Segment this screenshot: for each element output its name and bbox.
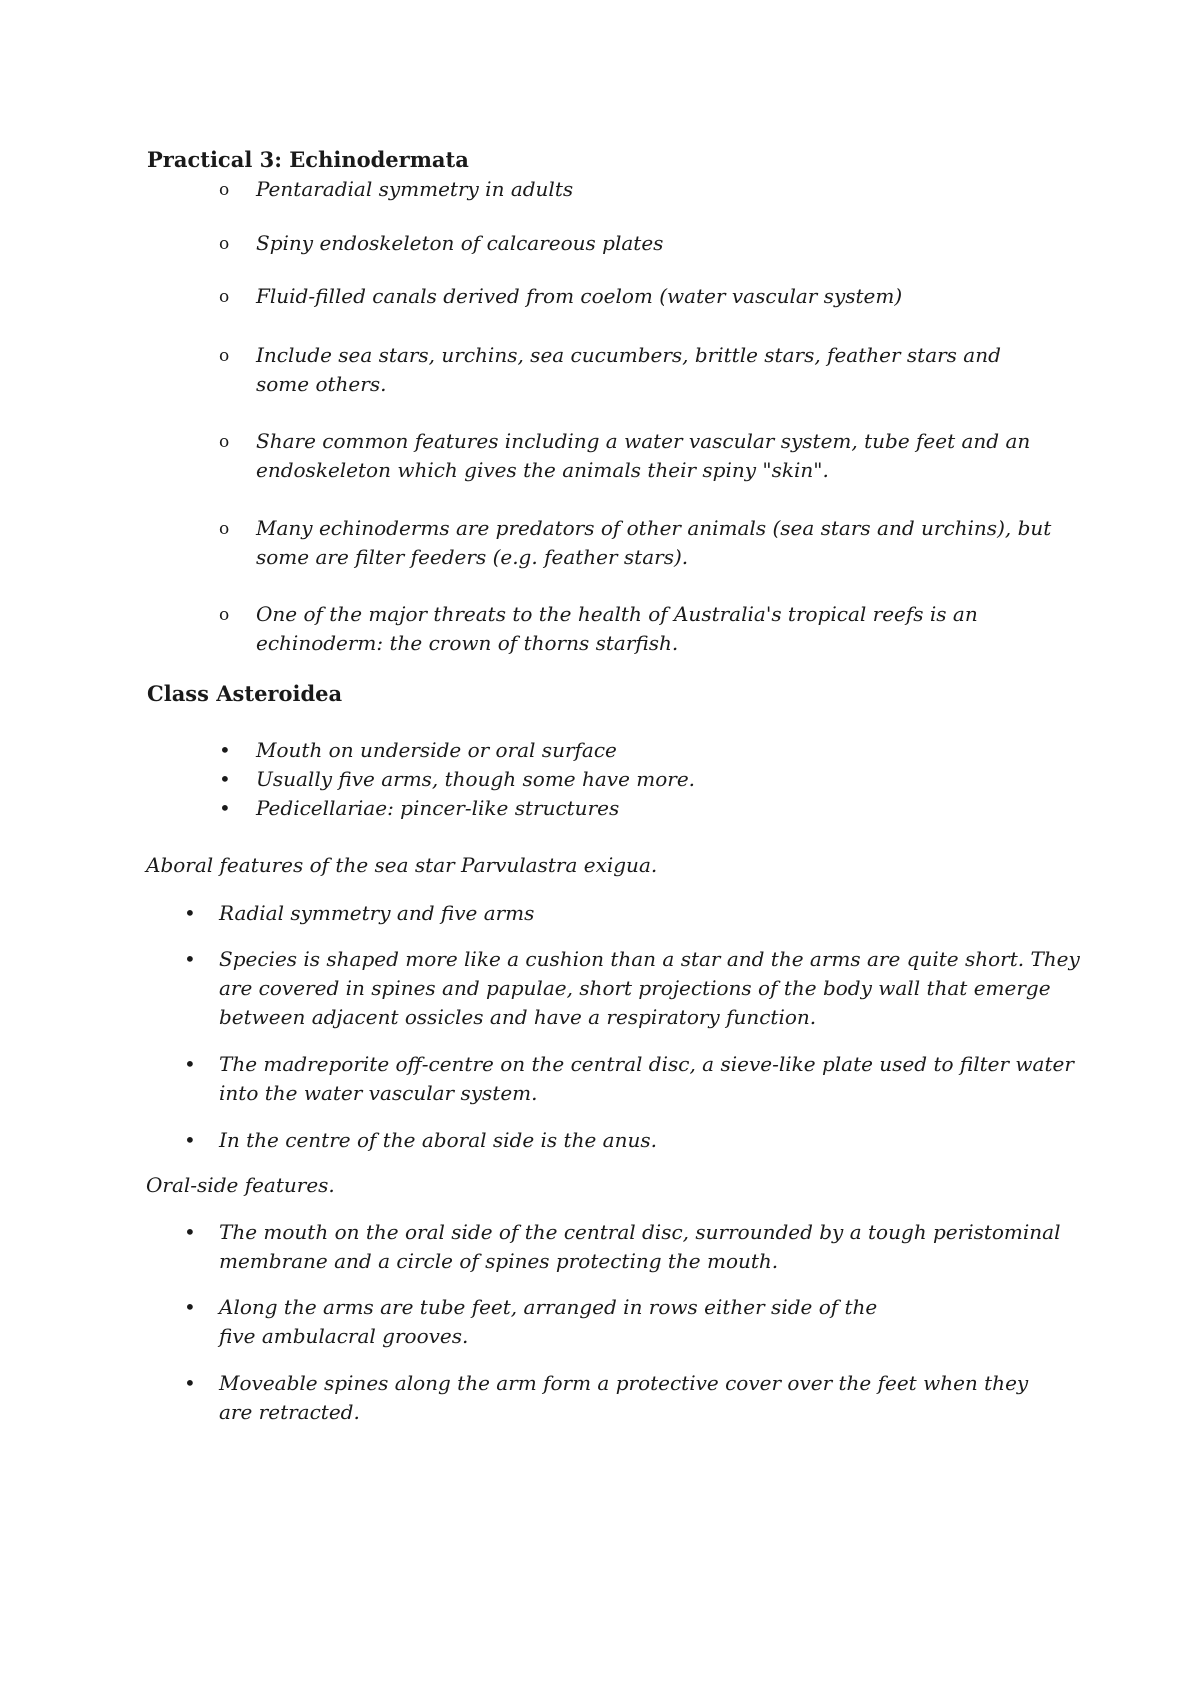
list-item xyxy=(219,945,1089,1032)
list-item-text: The madreporite off-centre on the central disc, a sieve-like plate used to filter water into the water vascular system. xyxy=(219,1052,1074,1105)
list-item-text: Moveable spines along the arm form a protective cover over the feet when they are retracted. xyxy=(219,1371,1029,1424)
list-item-text: Along the arms are tube feet, arranged in rows either side of the five ambulacral grooves. xyxy=(219,1295,878,1348)
list-marker: o xyxy=(219,346,230,366)
list-item-text: Usually five arms, though some have more. xyxy=(256,767,696,791)
subsection-heading: Aboral features of the sea star Parvulastra exigua. xyxy=(146,853,658,877)
list-item-text: The mouth on the oral side of the central disc, surrounded by a tough peristominal membrane and a circle of spines protecting the mouth. xyxy=(219,1220,1061,1273)
list-item-text: Many echinoderms are predators of other animals (sea stars and urchins), but some are filter feeders (e.g. feather stars). xyxy=(256,516,1052,569)
list-item xyxy=(256,736,1056,765)
list-item-text: Share common features including a water vascular system, tube feet and an endoskeleton which gives the animals their spiny "skin". xyxy=(256,429,1031,482)
list-item xyxy=(219,1218,1079,1276)
list-item-text: Fluid-filled canals derived from coelom (water vascular system) xyxy=(256,284,903,308)
list-marker: • xyxy=(184,1128,196,1152)
list-item xyxy=(256,341,1056,399)
list-marker: o xyxy=(219,432,230,452)
list-item xyxy=(219,1369,1059,1427)
list-marker: o xyxy=(219,180,230,200)
list-item xyxy=(256,427,1056,485)
list-marker: o xyxy=(219,234,230,254)
list-marker: • xyxy=(184,1220,196,1244)
list-item xyxy=(256,794,1056,823)
list-item-text: Pedicellariae: pincer-like structures xyxy=(256,796,620,820)
page-title: Practical 3: Echinodermata xyxy=(147,147,469,172)
list-item xyxy=(219,1126,1079,1155)
list-item xyxy=(256,229,1076,258)
list-item xyxy=(256,765,1056,794)
list-marker: • xyxy=(184,1371,196,1395)
list-item xyxy=(256,175,1076,204)
list-marker: • xyxy=(184,1295,196,1319)
section-heading: Class Asteroidea xyxy=(147,681,343,706)
list-item-text: Spiny endoskeleton of calcareous plates xyxy=(256,231,664,255)
list-item xyxy=(256,514,1066,572)
list-item-text: In the centre of the aboral side is the anus. xyxy=(219,1128,657,1152)
list-marker: • xyxy=(184,1052,196,1076)
list-marker: • xyxy=(219,738,231,762)
list-item xyxy=(219,899,1079,928)
list-marker: • xyxy=(219,767,231,791)
list-item-text: One of the major threats to the health of Australia's tropical reefs is an echinoderm: the crown of thorns starfish. xyxy=(256,602,978,655)
list-item xyxy=(219,1293,899,1351)
list-item xyxy=(219,1050,1099,1108)
list-marker: o xyxy=(219,519,230,539)
list-item xyxy=(256,282,1076,311)
list-item-text: Species is shaped more like a cushion than a star and the arms are quite short. They are covered in spines and papulae, short projections of the body wall that emerge between adjacent ossicles and have a respiratory function. xyxy=(219,947,1080,1029)
list-item-text: Radial symmetry and five arms xyxy=(219,901,535,925)
list-marker: • xyxy=(184,947,196,971)
list-marker: o xyxy=(219,287,230,307)
list-item-text: Pentaradial symmetry in adults xyxy=(256,177,574,201)
subsection-heading: Oral-side features. xyxy=(146,1173,335,1197)
list-marker: • xyxy=(184,901,196,925)
list-item-text: Mouth on underside or oral surface xyxy=(256,738,617,762)
list-item-text: Include sea stars, urchins, sea cucumbers, brittle stars, feather stars and some others. xyxy=(256,343,1001,396)
list-item xyxy=(256,600,996,658)
list-marker: • xyxy=(219,796,231,820)
list-marker: o xyxy=(219,605,230,625)
